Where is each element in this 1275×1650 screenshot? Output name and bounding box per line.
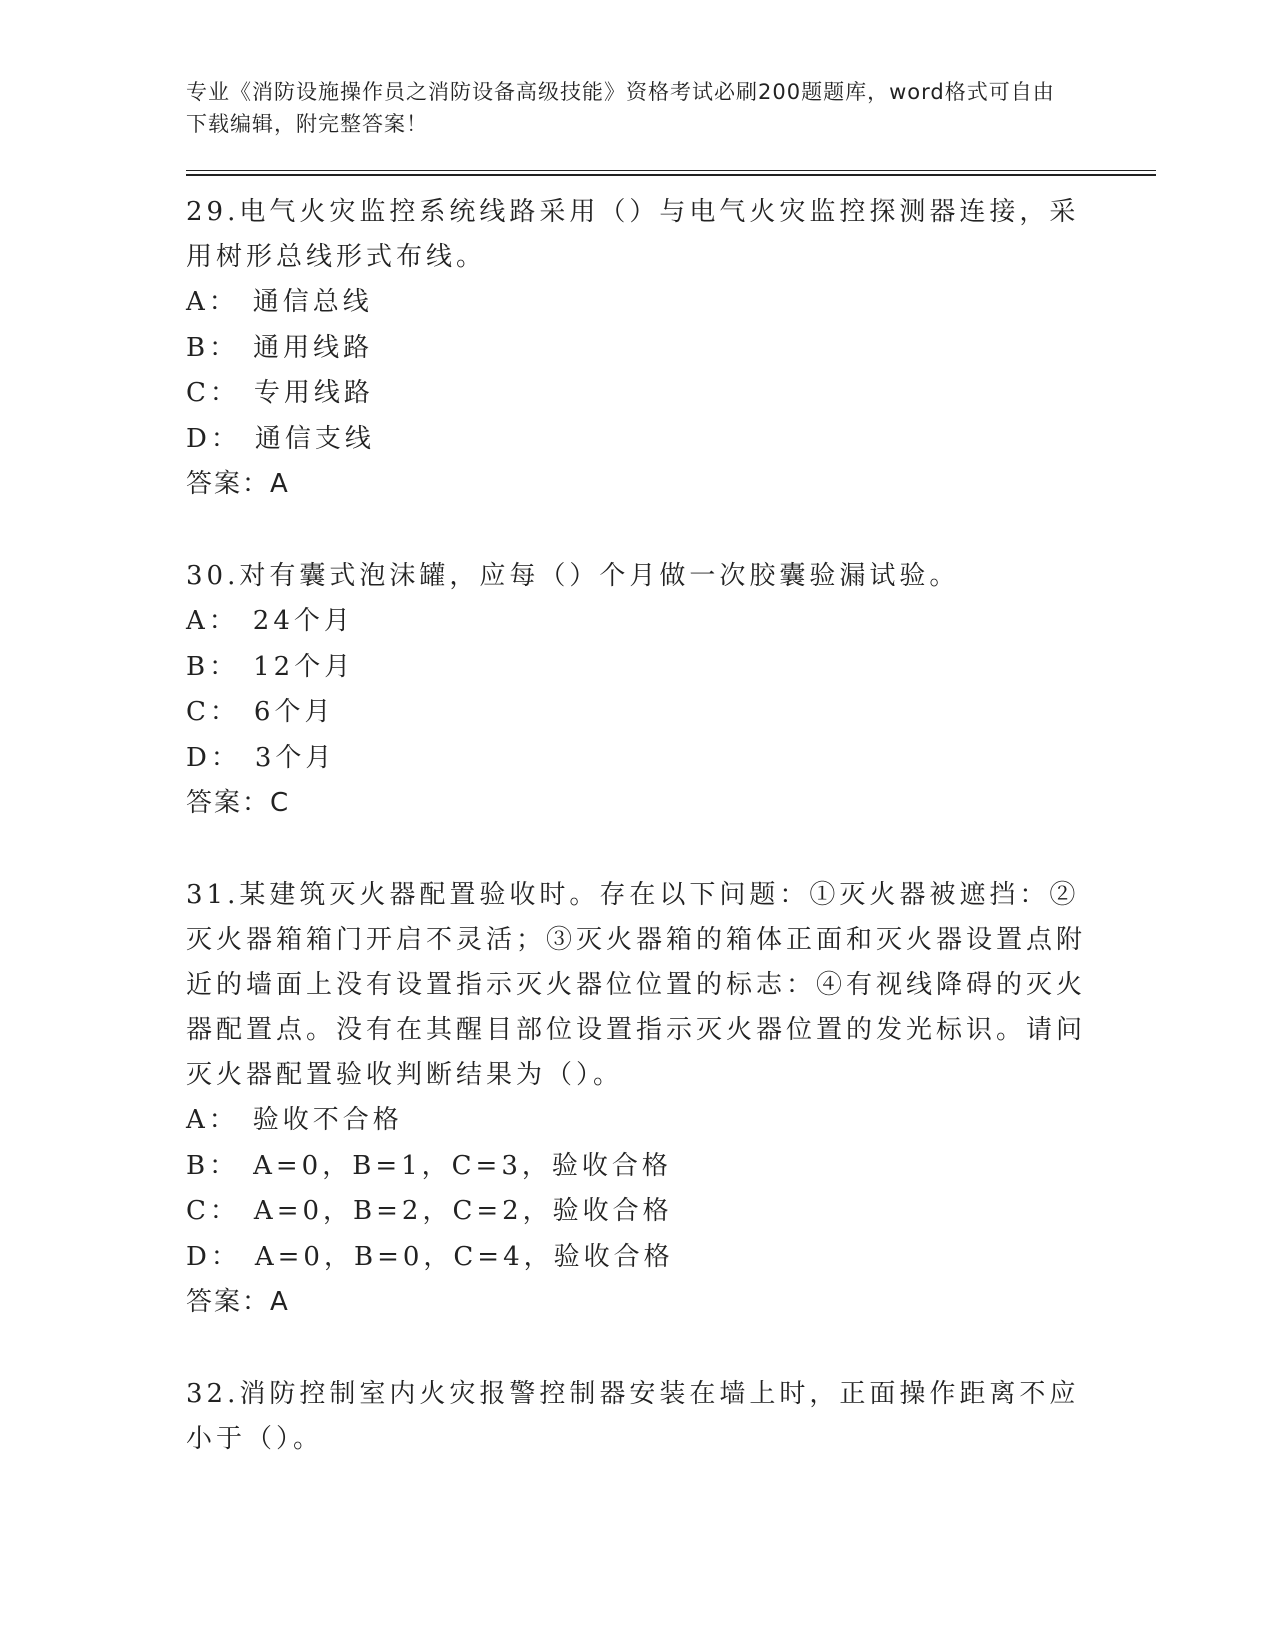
option-separator: ： bbox=[210, 742, 241, 773]
question-29 bbox=[186, 190, 1086, 507]
option-b bbox=[186, 326, 1086, 372]
document-header: 专业《消防设施操作员之消防设备高级技能》资格考试必刷200题题库，word格式可自由下载编辑，附完整答案！ bbox=[186, 80, 1055, 136]
option-text: 验收不合格 bbox=[252, 1105, 403, 1135]
option-text: A=0，B=2，C=2，验收合格 bbox=[253, 1196, 673, 1226]
option-c bbox=[186, 371, 1086, 417]
option-separator: ： bbox=[209, 1150, 240, 1181]
option-d bbox=[186, 736, 1086, 782]
question-stem: 29.电气火灾监控系统线路采用（）与电气火灾监控探测器连接，采用树形总线形式布线。 bbox=[186, 197, 1080, 272]
question-stem: 31.某建筑灭火器配置验收时。存在以下问题：①灭火器被遮挡：②灭火器箱箱门开启不灵活；③灭火器箱的箱体正面和灭火器设置点附近的墙面上没有设置指示灭火器位位置的标志：④有视线降碍的灭火器配置点。没有在其醒目部位设置指示灭火器位置的发光标识。请问灭火器配置验收判断结果为（）。 bbox=[186, 880, 1087, 1090]
option-separator: ： bbox=[210, 1241, 241, 1272]
option-separator: ： bbox=[209, 1196, 240, 1226]
question-32 bbox=[186, 1372, 1086, 1462]
header-divider-thin bbox=[186, 170, 1156, 171]
option-c bbox=[186, 1189, 1086, 1235]
option-text: A=0，B=1，C=3，验收合格 bbox=[253, 1150, 672, 1181]
option-a bbox=[186, 280, 1086, 326]
option-separator: ： bbox=[209, 651, 240, 682]
option-a bbox=[186, 1098, 1086, 1144]
answer-value: C bbox=[270, 788, 289, 818]
option-letter: B bbox=[186, 651, 210, 682]
option-separator: ： bbox=[209, 332, 240, 363]
answer-line bbox=[186, 1280, 1086, 1325]
option-d bbox=[186, 417, 1086, 463]
question-list bbox=[186, 190, 1086, 1509]
option-letter: B bbox=[186, 1150, 210, 1181]
option-separator: ： bbox=[208, 606, 239, 636]
question-31 bbox=[186, 873, 1086, 1325]
option-separator: ： bbox=[210, 423, 241, 454]
answer-label: 答案： bbox=[186, 469, 271, 499]
option-text: 通用线路 bbox=[253, 332, 374, 363]
option-letter: C bbox=[186, 1196, 210, 1226]
answer-value: A bbox=[270, 1287, 288, 1317]
option-letter: A bbox=[186, 1105, 209, 1135]
question-stem: 32.消防控制室内火灾报警控制器安装在墙上时，正面操作距离不应小于（）。 bbox=[186, 1379, 1080, 1454]
header-divider-thick bbox=[186, 174, 1156, 176]
option-separator: ： bbox=[209, 378, 240, 408]
answer-line bbox=[186, 462, 1086, 507]
option-b bbox=[186, 1144, 1086, 1190]
option-letter: B bbox=[186, 332, 210, 363]
option-text: 24个月 bbox=[252, 606, 354, 636]
option-a bbox=[186, 599, 1086, 645]
answer-line bbox=[186, 781, 1086, 826]
option-separator: ： bbox=[208, 287, 239, 317]
question-30 bbox=[186, 554, 1086, 826]
option-letter: A bbox=[186, 287, 209, 317]
option-text: 6个月 bbox=[253, 697, 335, 727]
option-letter: C bbox=[186, 378, 210, 408]
option-d bbox=[186, 1235, 1086, 1281]
option-letter: D bbox=[186, 423, 211, 454]
option-text: 12个月 bbox=[253, 651, 355, 682]
option-text: 通信总线 bbox=[252, 287, 373, 317]
option-separator: ： bbox=[209, 697, 240, 727]
option-letter: C bbox=[186, 697, 210, 727]
question-stem: 30.对有囊式泡沫罐，应每（）个月做一次胶囊验漏试验。 bbox=[186, 561, 960, 591]
answer-label: 答案： bbox=[186, 788, 271, 818]
option-text: 3个月 bbox=[254, 742, 336, 773]
option-b bbox=[186, 645, 1086, 691]
option-letter: D bbox=[186, 1241, 211, 1272]
option-c bbox=[186, 690, 1086, 736]
option-separator: ： bbox=[208, 1105, 239, 1135]
option-text: A=0，B=0，C=4，验收合格 bbox=[254, 1241, 674, 1272]
option-letter: A bbox=[186, 606, 209, 636]
option-letter: D bbox=[186, 742, 211, 773]
answer-value: A bbox=[270, 469, 288, 499]
option-text: 专用线路 bbox=[253, 378, 374, 408]
option-text: 通信支线 bbox=[254, 423, 375, 454]
answer-label: 答案： bbox=[186, 1287, 271, 1317]
